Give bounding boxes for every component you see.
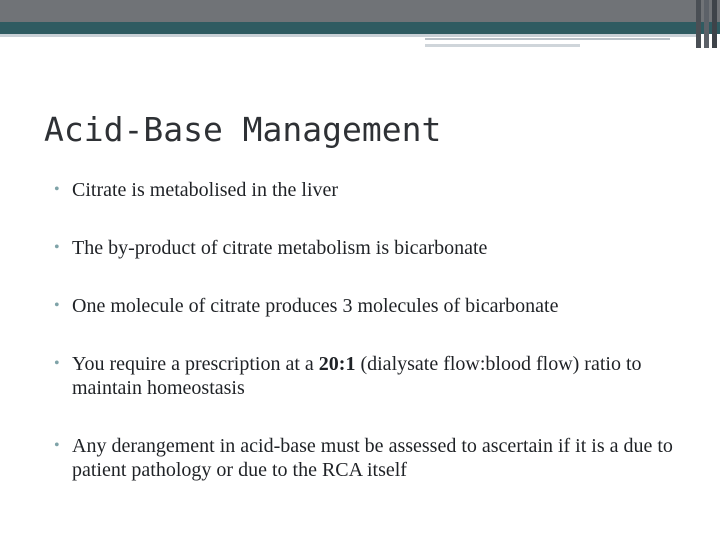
header-stripe	[712, 0, 717, 48]
bullet-text: Citrate is metabolised in the liver	[72, 179, 339, 201]
header-accent-line	[425, 38, 670, 40]
bullet-item	[52, 236, 692, 260]
header-stripe	[696, 0, 701, 48]
bullet-text: Any derangement in acid-base must be assessed to ascertain if it is a due to patient pathology or due to the RCA itself	[72, 435, 673, 481]
bullet-icon: •	[54, 239, 60, 256]
header-banner-dark	[0, 0, 720, 22]
bullet-icon: •	[54, 355, 60, 372]
bullet-item	[52, 178, 692, 202]
bullet-icon: •	[54, 437, 60, 454]
bullet-text-prefix: You require a prescription at a	[72, 353, 319, 375]
header-stripe	[704, 0, 709, 48]
header-rule	[0, 34, 700, 37]
bullet-item	[52, 352, 692, 400]
bullet-list	[52, 178, 692, 516]
bullet-item	[52, 294, 692, 318]
bullet-text: One molecule of citrate produces 3 molecules of bicarbonate	[72, 295, 559, 317]
bullet-icon: •	[54, 181, 60, 198]
header-banner-teal	[0, 22, 720, 34]
bullet-text: The by-product of citrate metabolism is bicarbonate	[72, 237, 488, 259]
bullet-icon: •	[54, 297, 60, 314]
ratio-value: 20:1	[318, 353, 356, 375]
header-accent-line-short	[425, 44, 580, 47]
bullet-text-suffix: (dialysate flow:blood flow) ratio to maintain homeostasis	[72, 353, 642, 399]
bullet-item	[52, 434, 692, 482]
slide-title: Acid-Base Management	[44, 110, 442, 149]
